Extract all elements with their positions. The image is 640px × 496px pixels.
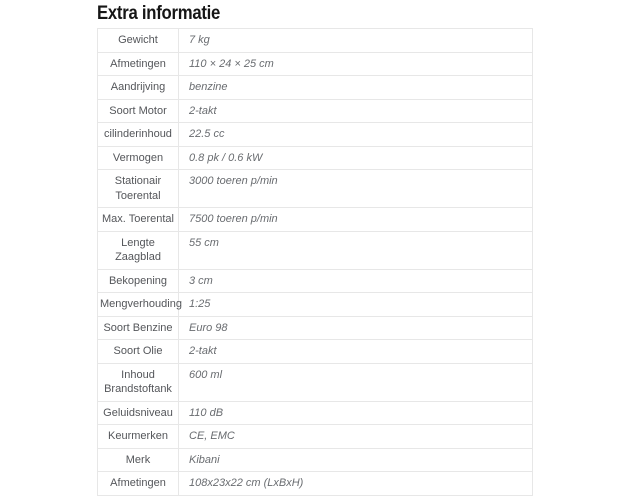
spec-label: Bekopening [98, 269, 179, 293]
spec-label: Max. Toerental [98, 208, 179, 232]
spec-label: Soort Benzine [98, 316, 179, 340]
table-row [98, 472, 533, 496]
spec-value: 3000 toeren p/min [179, 170, 533, 208]
table-row [98, 52, 533, 76]
table-row [98, 425, 533, 449]
spec-value: 7500 toeren p/min [179, 208, 533, 232]
page-title: Extra informatie [97, 3, 221, 24]
spec-label: Soort Motor [98, 99, 179, 123]
spec-label: Aandrijving [98, 76, 179, 100]
spec-label: Afmetingen [98, 52, 179, 76]
spec-table-body [98, 29, 533, 496]
table-row [98, 269, 533, 293]
table-row [98, 99, 533, 123]
table-row [98, 208, 533, 232]
spec-label: Geluidsniveau [98, 401, 179, 425]
spec-value: 110 dB [179, 401, 533, 425]
table-row [98, 231, 533, 269]
table-row [98, 316, 533, 340]
spec-label: Mengverhouding [98, 293, 179, 317]
spec-value: benzine [179, 76, 533, 100]
spec-value: 22.5 cc [179, 123, 533, 147]
table-row [98, 293, 533, 317]
spec-label: Vermogen [98, 146, 179, 170]
spec-value: 600 ml [179, 363, 533, 401]
table-row [98, 123, 533, 147]
spec-label: Keurmerken [98, 425, 179, 449]
spec-label: Soort Olie [98, 340, 179, 364]
table-row [98, 363, 533, 401]
table-row [98, 170, 533, 208]
table-row [98, 448, 533, 472]
spec-label: cilinderinhoud [98, 123, 179, 147]
spec-value: 1:25 [179, 293, 533, 317]
spec-value: 0.8 pk / 0.6 kW [179, 146, 533, 170]
spec-value: 3 cm [179, 269, 533, 293]
spec-value: 110 × 24 × 25 cm [179, 52, 533, 76]
spec-value: 2-takt [179, 99, 533, 123]
table-row [98, 401, 533, 425]
table-row [98, 29, 533, 53]
spec-value: 55 cm [179, 231, 533, 269]
table-row [98, 76, 533, 100]
spec-label: Stationair Toerental [98, 170, 179, 208]
spec-label: Inhoud Brandstoftank [98, 363, 179, 401]
spec-label: Afmetingen [98, 472, 179, 496]
spec-value: 7 kg [179, 29, 533, 53]
spec-label: Merk [98, 448, 179, 472]
spec-value: 2-takt [179, 340, 533, 364]
spec-value: 108x23x22 cm (LxBxH) [179, 472, 533, 496]
spec-label: Gewicht [98, 29, 179, 53]
spec-value: Euro 98 [179, 316, 533, 340]
table-row [98, 146, 533, 170]
spec-value: CE, EMC [179, 425, 533, 449]
extra-info-section [97, 3, 537, 496]
spec-table [97, 28, 533, 496]
spec-value: Kibani [179, 448, 533, 472]
spec-label: Lengte Zaagblad [98, 231, 179, 269]
table-row [98, 340, 533, 364]
